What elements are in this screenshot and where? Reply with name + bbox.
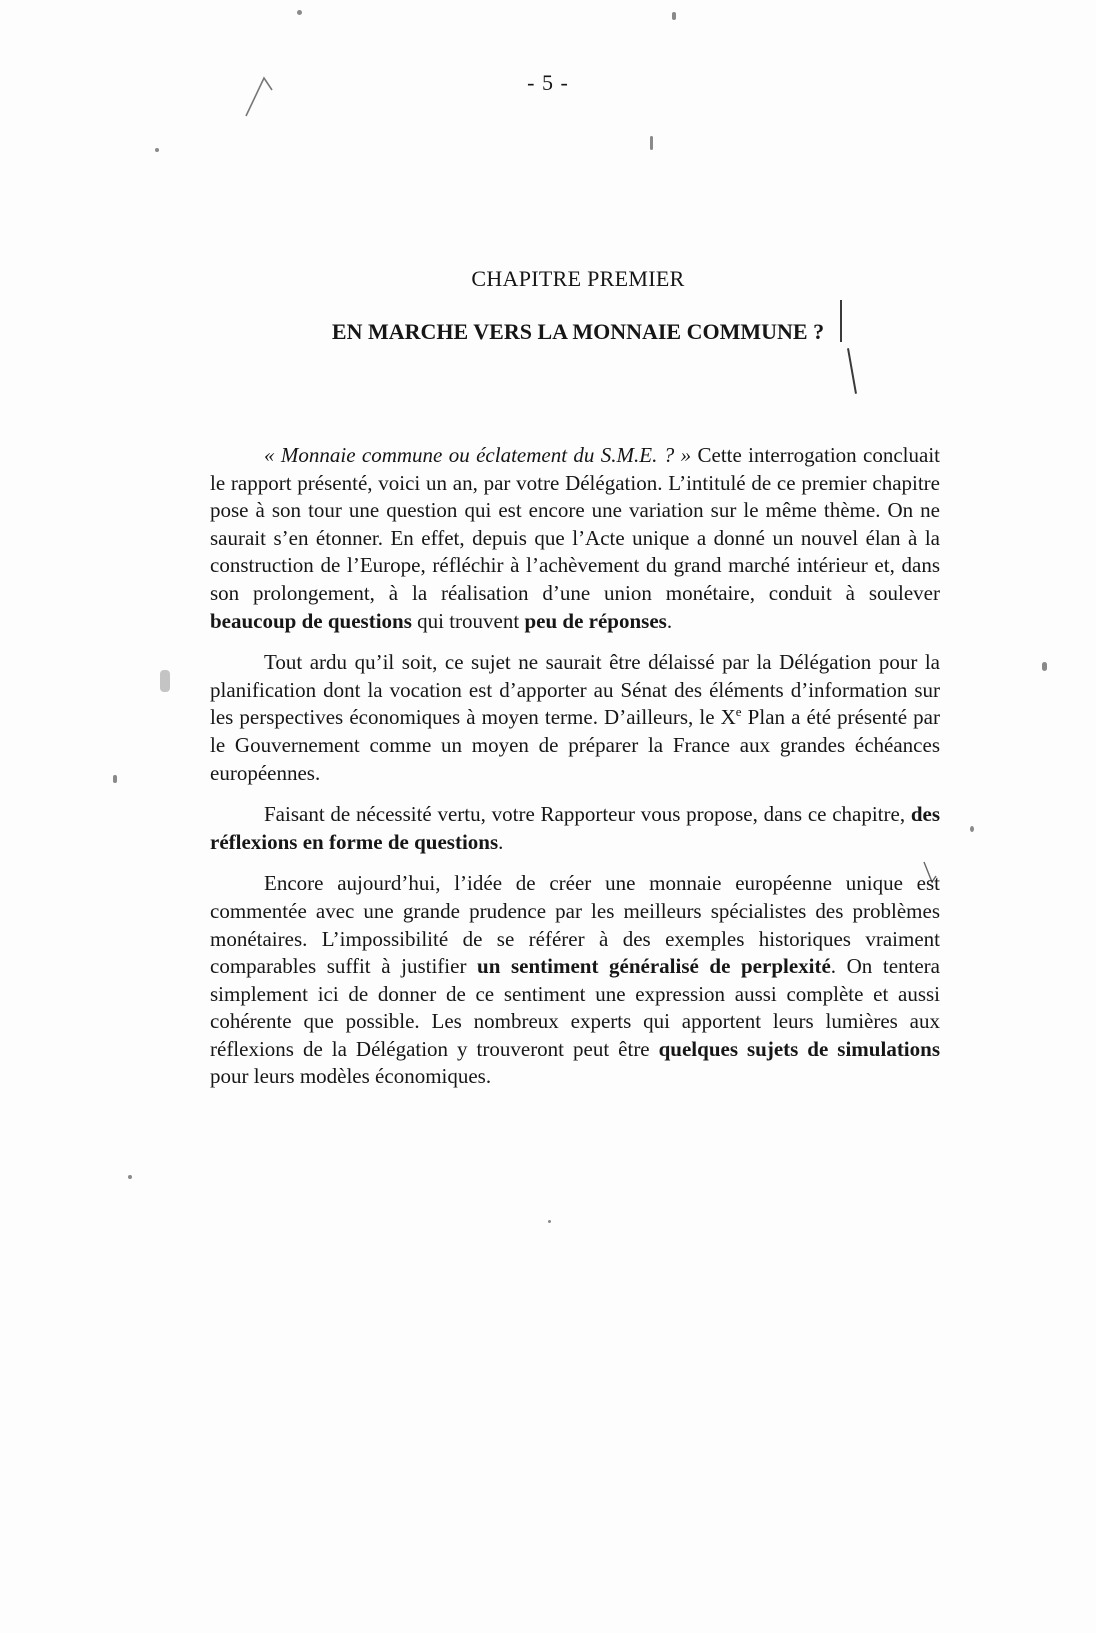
bold-emphasis: peu de réponses [524,608,667,633]
paragraph-1 [210,442,940,635]
bold-emphasis: quelques sujets de simulations [658,1036,940,1061]
bold-emphasis: des réflexions en forme de questions [210,802,940,854]
text-span: . [666,608,673,633]
scan-speck [297,10,302,15]
quoted-question: « Monnaie commune ou éclatement du S.M.E. ? » [264,443,692,467]
text-span: Cette interrogation concluait le rapport présenté, voici un an, par votre Délégation. L’intitulé de ce premier chapitre pose à son tour une question qui est encore une variation sur le même thème. On ne saurait s’en étonner. En effet, depuis que l’Acte unique a donné un nouvel élan à la construction de l’Europe, réfléchir à l’achèvement du grand marché intérieur et, dans son prolongement, à la réalisation d’une union monétaire, conduit à soulever [210,443,940,605]
scan-speck [160,670,170,692]
text-span: pour leurs modèles économiques. [210,1064,492,1089]
scan-speck [650,136,653,150]
text-span: Faisant de nécessité vertu, votre Rapporteur vous propose, dans ce chapitre, [264,802,911,827]
scan-speck [1042,662,1047,671]
text-span: Encore aujourd’hui, l’idée de créer une monnaie européenne unique est commentée avec une grande prudence par les meilleurs spécialistes des problèmes monétaires. L’impossibilité de se référer à des exemples historiques vraiment comparables suffit à justifier [210,871,940,979]
chapter-label: CHAPITRE PREMIER [471,266,685,291]
text-span: qui trouvent [411,608,525,633]
page-number: - 5 - [527,70,569,95]
scan-speck [113,775,117,783]
bold-emphasis: beaucoup de questions [210,608,412,633]
scan-speck [672,12,676,20]
text-span: . On tentera simplement ici de donner de ce sentiment une expression aussi complète et aussi cohérente que possible. Les nombreux experts qui apportent leurs lumières aux réflexions de la Délégation y trouveront peut être [210,954,940,1061]
text-span: Tout ardu qu’il soit, ce sujet ne saurait être délaissé par la Délégation pour la planification dont la vocation est d’apporter au Sénat des éléments d’information sur les perspectives économiques à moyen terme. D’ailleurs, le X [210,650,940,730]
scan-speck [155,148,159,152]
bold-emphasis: un sentiment généralisé de perplexité [477,954,831,979]
scan-speck [548,1220,551,1223]
paragraph-4 [210,870,940,1091]
scan-speck [128,1175,132,1179]
body-text [210,442,940,1105]
chapter-title: EN MARCHE VERS LA MONNAIE COMMUNE ? [331,319,825,344]
text-span: . [498,829,504,854]
superscript: e [735,704,742,720]
scan-margin-mark [847,348,857,394]
paragraph-2 [210,649,940,787]
text-span: Plan a été présenté par le Gouvernement comme un moyen de préparer la France aux grandes échéances européennes. [210,705,940,785]
paragraph-3 [210,801,940,856]
scan-speck [970,826,974,832]
